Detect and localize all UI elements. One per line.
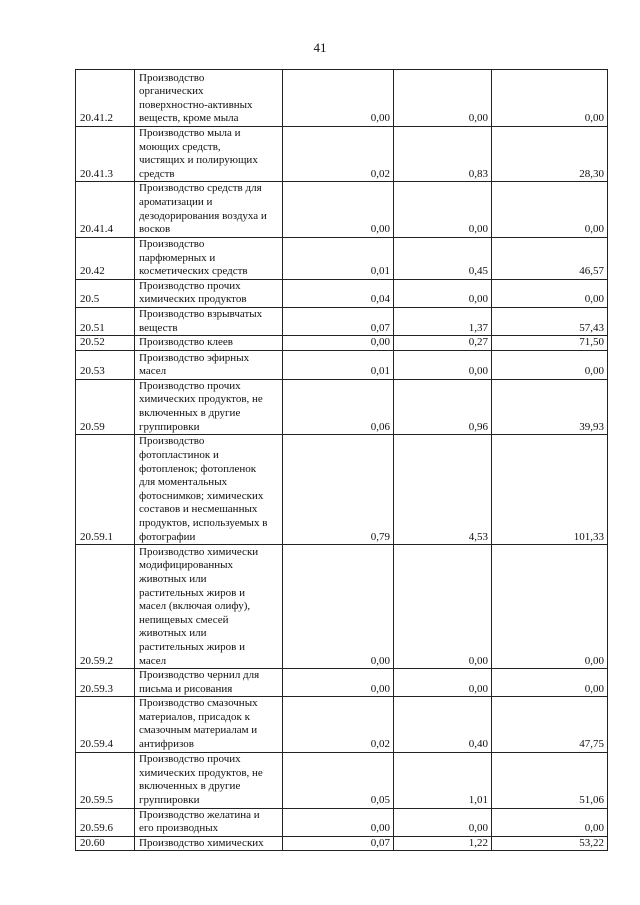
table-row bbox=[76, 752, 608, 808]
table-row bbox=[76, 836, 608, 851]
row-value-2: 0,00 bbox=[394, 669, 492, 697]
row-code: 20.60 bbox=[76, 836, 135, 851]
table-row bbox=[76, 307, 608, 335]
row-name: Производство химических bbox=[135, 836, 283, 851]
row-value-2: 0,96 bbox=[394, 379, 492, 434]
row-name: Производство химически модифицированных животных или растительных жиров и масел (включая олифу), непищевых смесей животных или растительных жиров и масел bbox=[135, 545, 283, 669]
data-table bbox=[75, 69, 608, 851]
table-row bbox=[76, 808, 608, 836]
table-row bbox=[76, 127, 608, 182]
row-value-1: 0,00 bbox=[283, 545, 394, 669]
row-code: 20.59.4 bbox=[76, 697, 135, 752]
row-value-1: 0,01 bbox=[283, 350, 394, 379]
row-value-1: 0,00 bbox=[283, 182, 394, 237]
row-value-2: 1,01 bbox=[394, 752, 492, 808]
table-row bbox=[76, 182, 608, 237]
row-value-2: 1,22 bbox=[394, 836, 492, 851]
row-value-3: 71,50 bbox=[492, 336, 608, 351]
row-value-1: 0,05 bbox=[283, 752, 394, 808]
row-name: Производство парфюмерных и косметических средств bbox=[135, 237, 283, 279]
row-value-2: 0,00 bbox=[394, 70, 492, 127]
table-row bbox=[76, 70, 608, 127]
row-code: 20.59.2 bbox=[76, 545, 135, 669]
row-value-2: 0,00 bbox=[394, 350, 492, 379]
row-name: Производство клеев bbox=[135, 336, 283, 351]
row-name: Производство эфирных масел bbox=[135, 350, 283, 379]
row-value-1: 0,79 bbox=[283, 435, 394, 545]
row-value-3: 0,00 bbox=[492, 70, 608, 127]
row-value-1: 0,06 bbox=[283, 379, 394, 434]
row-name: Производство прочих химических продуктов, не включенных в другие группировки bbox=[135, 752, 283, 808]
row-code: 20.59.1 bbox=[76, 435, 135, 545]
row-value-1: 0,00 bbox=[283, 669, 394, 697]
row-value-1: 0,01 bbox=[283, 237, 394, 279]
row-code: 20.59 bbox=[76, 379, 135, 434]
row-value-3: 57,43 bbox=[492, 307, 608, 335]
row-value-3: 51,06 bbox=[492, 752, 608, 808]
row-value-3: 0,00 bbox=[492, 279, 608, 307]
row-value-2: 0,00 bbox=[394, 279, 492, 307]
row-value-2: 0,00 bbox=[394, 182, 492, 237]
row-value-2: 0,45 bbox=[394, 237, 492, 279]
table-row bbox=[76, 379, 608, 434]
row-name: Производство прочих химических продуктов bbox=[135, 279, 283, 307]
row-value-2: 0,00 bbox=[394, 545, 492, 669]
row-name: Производство мыла и моющих средств, чистящих и полирующих средств bbox=[135, 127, 283, 182]
row-value-3: 47,75 bbox=[492, 697, 608, 752]
row-value-2: 1,37 bbox=[394, 307, 492, 335]
row-value-2: 0,27 bbox=[394, 336, 492, 351]
row-value-3: 0,00 bbox=[492, 182, 608, 237]
row-value-1: 0,02 bbox=[283, 697, 394, 752]
table-row bbox=[76, 669, 608, 697]
row-code: 20.53 bbox=[76, 350, 135, 379]
row-value-2: 0,83 bbox=[394, 127, 492, 182]
row-value-2: 0,40 bbox=[394, 697, 492, 752]
row-value-2: 0,00 bbox=[394, 808, 492, 836]
table-row bbox=[76, 237, 608, 279]
row-value-3: 0,00 bbox=[492, 669, 608, 697]
row-value-3: 28,30 bbox=[492, 127, 608, 182]
row-name: Производство средств для ароматизации и дезодорирования воздуха и восков bbox=[135, 182, 283, 237]
row-name: Производство прочих химических продуктов, не включенных в другие группировки bbox=[135, 379, 283, 434]
row-code: 20.41.2 bbox=[76, 70, 135, 127]
row-code: 20.59.3 bbox=[76, 669, 135, 697]
table-body bbox=[76, 70, 608, 851]
row-name: Производство взрывчатых веществ bbox=[135, 307, 283, 335]
row-code: 20.51 bbox=[76, 307, 135, 335]
row-value-1: 0,07 bbox=[283, 836, 394, 851]
table-row bbox=[76, 336, 608, 351]
row-value-1: 0,02 bbox=[283, 127, 394, 182]
row-name: Производство чернил для письма и рисования bbox=[135, 669, 283, 697]
table-row bbox=[76, 350, 608, 379]
row-name: Производство фотопластинок и фотопленок; фотопленок для моментальных фотоснимков; химических составов и несмешанных продуктов, используемых в фотографии bbox=[135, 435, 283, 545]
row-value-1: 0,07 bbox=[283, 307, 394, 335]
table-row bbox=[76, 435, 608, 545]
row-value-3: 53,22 bbox=[492, 836, 608, 851]
table-row bbox=[76, 279, 608, 307]
row-value-1: 0,00 bbox=[283, 336, 394, 351]
row-code: 20.59.6 bbox=[76, 808, 135, 836]
page-number: 41 bbox=[313, 40, 327, 55]
row-code: 20.59.5 bbox=[76, 752, 135, 808]
row-value-1: 0,00 bbox=[283, 70, 394, 127]
row-value-1: 0,00 bbox=[283, 808, 394, 836]
row-code: 20.42 bbox=[76, 237, 135, 279]
row-code: 20.52 bbox=[76, 336, 135, 351]
row-value-3: 0,00 bbox=[492, 808, 608, 836]
row-name: Производство смазочных материалов, присадок к смазочным материалам и антифризов bbox=[135, 697, 283, 752]
row-value-3: 39,93 bbox=[492, 379, 608, 434]
row-value-3: 101,33 bbox=[492, 435, 608, 545]
row-name: Производство органических поверхностно-активных веществ, кроме мыла bbox=[135, 70, 283, 127]
row-name: Производство желатина и его производных bbox=[135, 808, 283, 836]
row-code: 20.41.4 bbox=[76, 182, 135, 237]
row-code: 20.5 bbox=[76, 279, 135, 307]
row-value-2: 4,53 bbox=[394, 435, 492, 545]
row-code: 20.41.3 bbox=[76, 127, 135, 182]
table-row bbox=[76, 545, 608, 669]
row-value-3: 0,00 bbox=[492, 350, 608, 379]
row-value-3: 0,00 bbox=[492, 545, 608, 669]
row-value-3: 46,57 bbox=[492, 237, 608, 279]
row-value-1: 0,04 bbox=[283, 279, 394, 307]
table-row bbox=[76, 697, 608, 752]
